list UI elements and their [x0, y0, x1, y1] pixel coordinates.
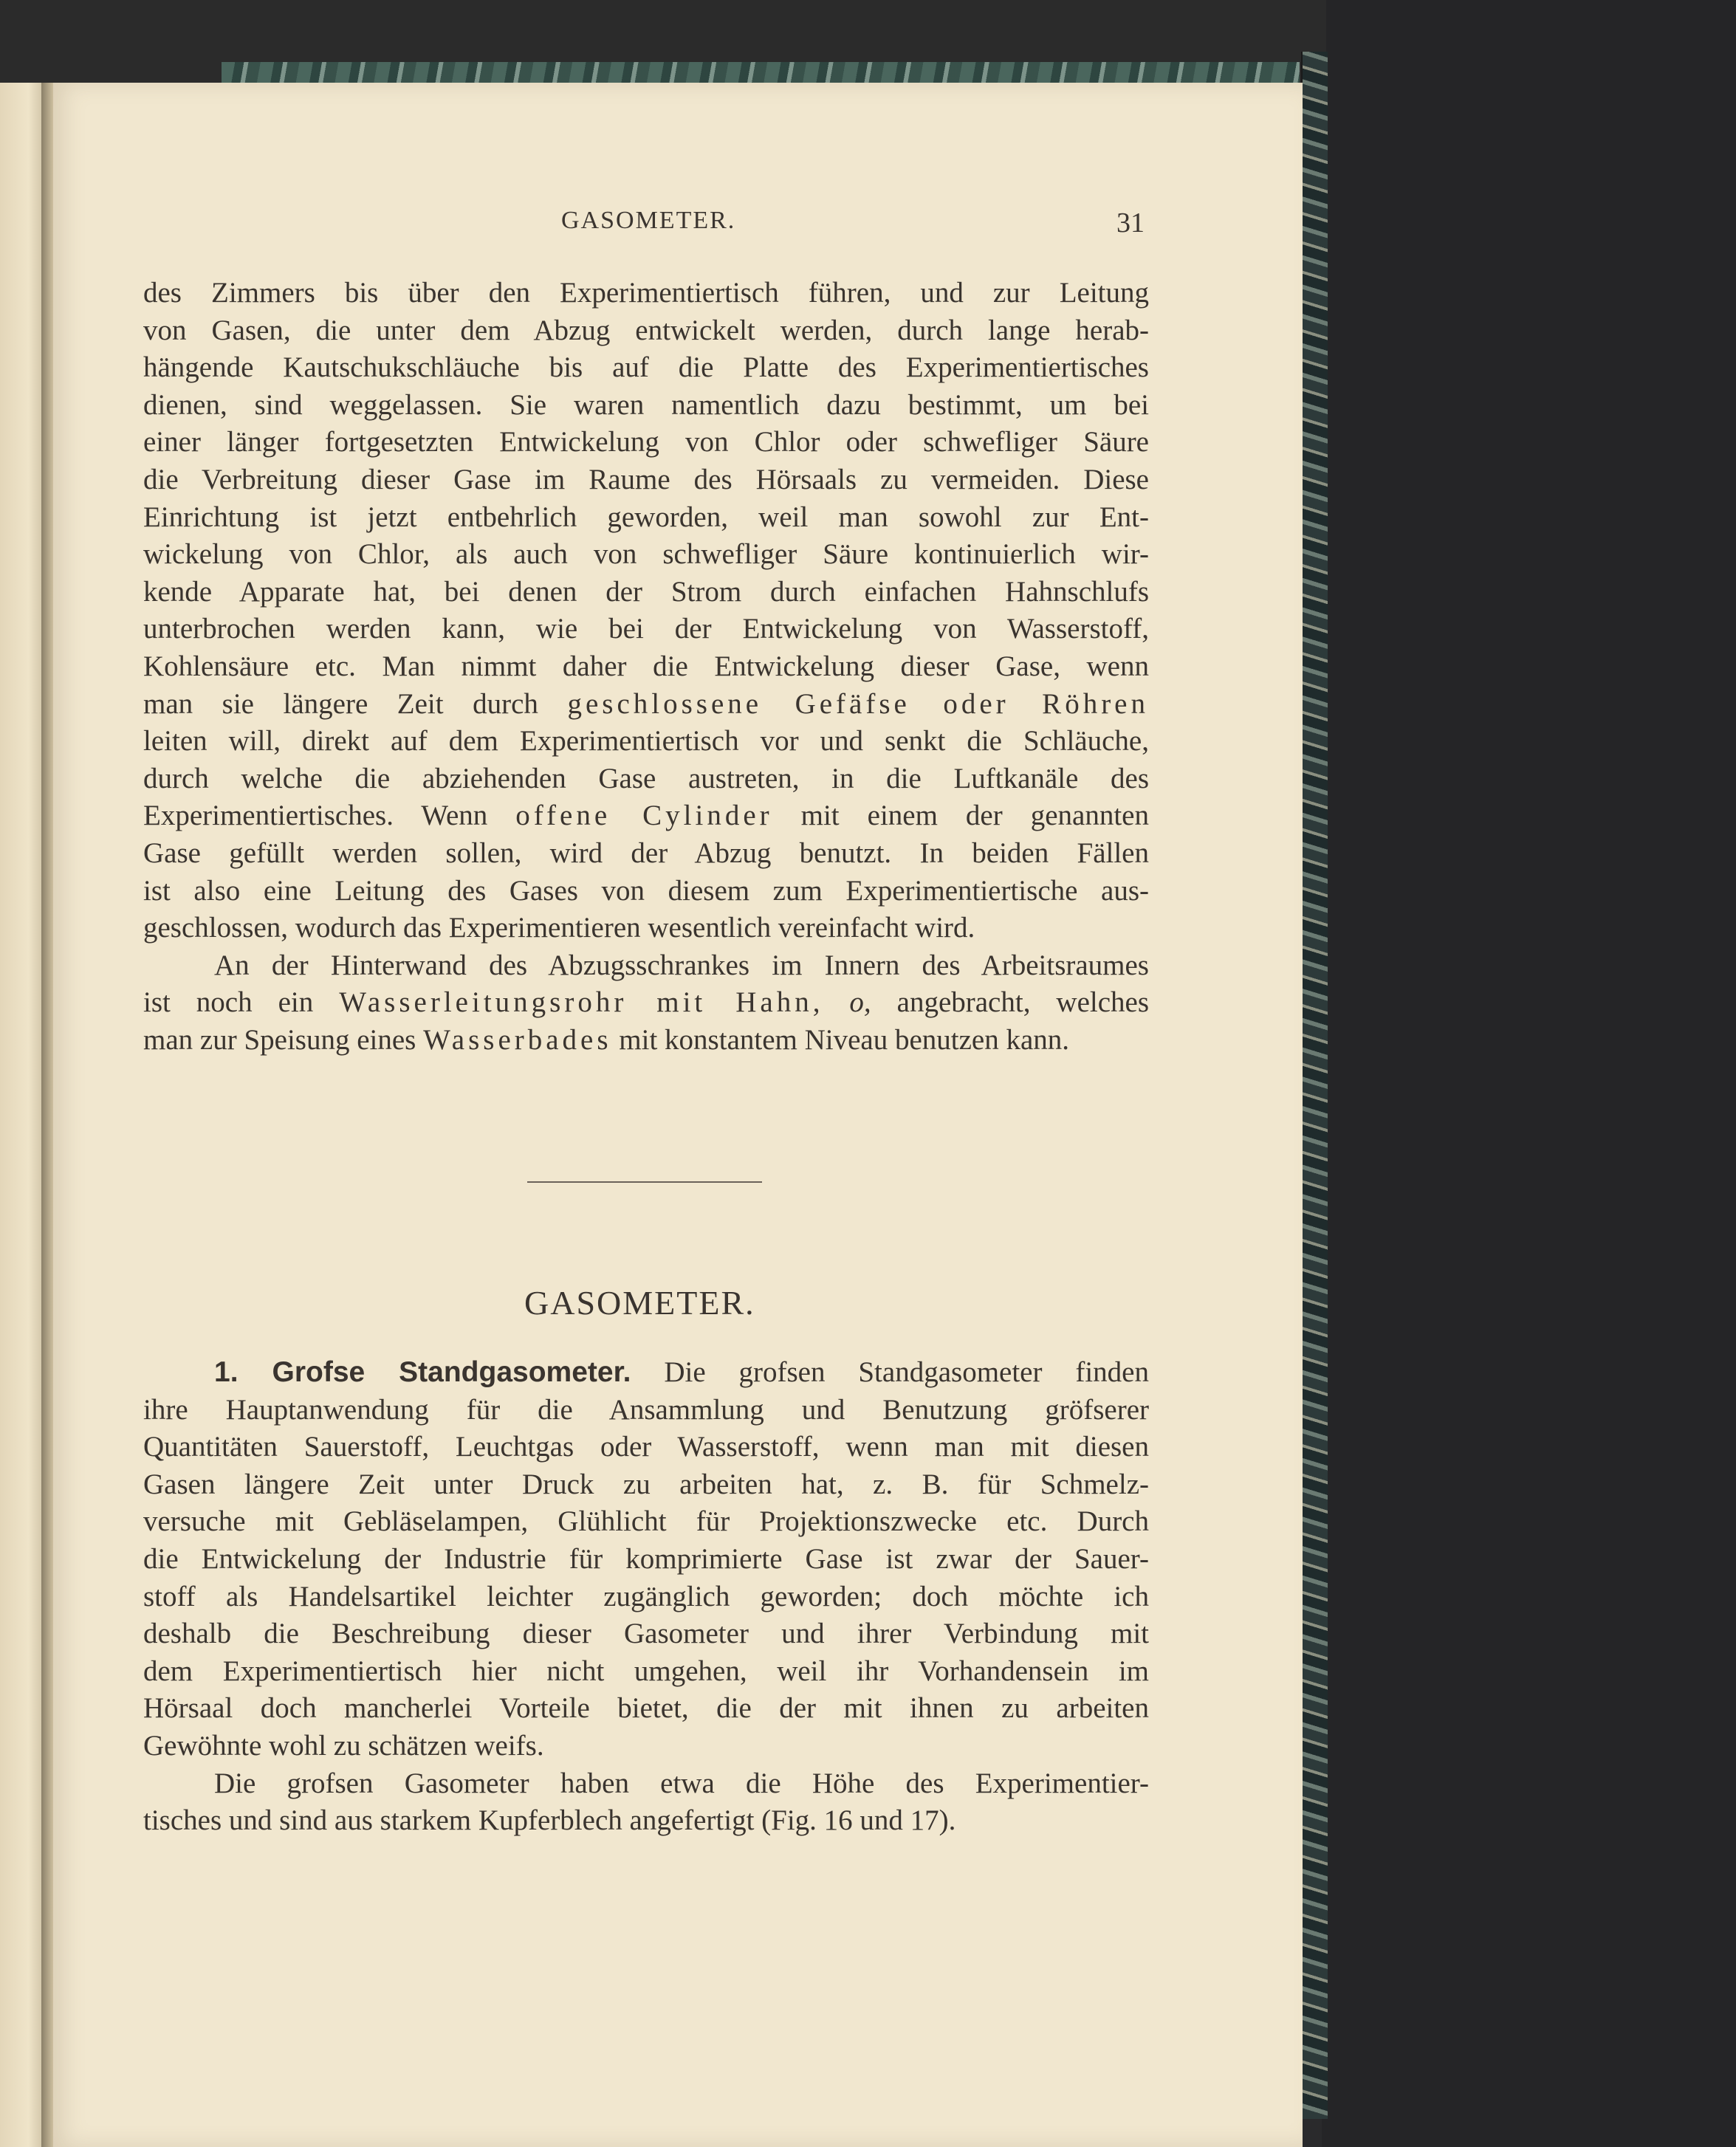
- text-span: angebracht, welches: [871, 986, 1150, 1019]
- text-line: einer länger fortgesetzten Entwickelung von Chlor oder schwefliger Säure: [143, 426, 1149, 458]
- italic-letter: o,: [823, 986, 871, 1019]
- page-number: 31: [1116, 207, 1145, 238]
- text-line: tisches und sind aus starkem Kupferblech angefertigt (Fig. 16 und 17).: [143, 1804, 956, 1837]
- text-span: ist noch ein: [143, 986, 340, 1019]
- text-line: Gase gefüllt werden sollen, wird der Abzug benutzt. In beiden Fällen: [143, 837, 1149, 869]
- text-line: wickelung von Chlor, als auch von schwefliger Säure kontinuierlich wir-: [143, 538, 1149, 571]
- background-right: [1322, 0, 1736, 2147]
- text-span: Experimentiertisches. Wenn: [143, 800, 516, 832]
- text-span: mit konstantem Niveau benutzen kann.: [611, 1023, 1070, 1056]
- running-head-title: GASOMETER.: [561, 207, 736, 234]
- running-head: [0, 207, 1736, 236]
- text-line: stoff als Handelsartikel leichter zugänglich geworden; doch möchte ich: [143, 1580, 1149, 1612]
- marbled-page-edge: [1301, 52, 1328, 2119]
- text-line: [143, 797, 1149, 835]
- text-line: des Zimmers bis über den Experimentiertisch führen, und zur Leitung: [143, 277, 1149, 309]
- text-line: dem Experimentiertisch hier nicht umgehen, weil ihr Vorhandensein im: [143, 1655, 1149, 1687]
- section-title: GASOMETER.: [524, 1284, 755, 1322]
- text-line: unterbrochen werden kann, wie bei der Entwickelung von Wasserstoff,: [143, 613, 1149, 645]
- spaced-emphasis: offene Cylinder: [515, 800, 773, 832]
- text-span: Die grofsen Standgasometer finden: [631, 1356, 1149, 1388]
- text-line: geschlossen, wodurch das Experimentieren wesentlich vereinfacht wird.: [143, 912, 975, 944]
- text-line: durch welche die abziehenden Gase austreten, in die Luftkanäle des: [143, 762, 1149, 794]
- paragraph: [143, 1354, 1149, 1765]
- section-divider: [527, 1181, 762, 1183]
- text-span: man zur Speisung eines: [143, 1023, 424, 1056]
- text-line: kende Apparate hat, bei denen der Strom durch einfachen Hahnschlufs: [143, 575, 1149, 608]
- text-line: dienen, sind weggelassen. Sie waren namentlich dazu bestimmt, um bei: [143, 388, 1149, 421]
- spaced-emphasis: Wasserbades: [423, 1023, 612, 1056]
- text-line: Gewöhnte wohl zu schätzen weifs.: [143, 1729, 544, 1762]
- paragraph-continued: [143, 275, 1149, 947]
- text-line: von Gasen, die unter dem Abzug entwickelt werden, durch lange herab-: [143, 314, 1149, 346]
- spaced-emphasis: Wasserleitungsrohr mit Hahn,: [339, 986, 824, 1019]
- text-line: hängende Kautschukschläuche bis auf die Platte des Experimentiertisches: [143, 351, 1149, 384]
- text-line: leiten will, direkt auf dem Experimentiertisch vor und senkt die Schläuche,: [143, 725, 1149, 758]
- text-line: die Verbreitung dieser Gase im Raume des Hörsaals zu vermeiden. Diese: [143, 463, 1149, 495]
- text-line: Kohlensäure etc. Man nimmt daher die Entwickelung dieser Gase, wenn: [143, 650, 1149, 682]
- text-line: [143, 984, 1149, 1022]
- text-line: die Entwickelung der Industrie für komprimierte Gase ist zwar der Sauer-: [143, 1542, 1149, 1575]
- text-line: An der Hinterwand des Abzugsschrankes im Innern des Arbeitsraumes: [214, 949, 1149, 981]
- text-line: [143, 1022, 1149, 1059]
- text-span: man sie längere Zeit durch: [143, 687, 568, 720]
- left-page-sliver: [0, 83, 47, 2147]
- text-line: Die grofsen Gasometer haben etwa die Höhe des Experimentier-: [214, 1767, 1149, 1799]
- body-text-top: [143, 275, 1149, 1059]
- spaced-emphasis: geschlossene Gefäfse oder Röhren: [567, 687, 1149, 720]
- text-line: deshalb die Beschreibung dieser Gasometer und ihrer Verbindung mit: [143, 1618, 1149, 1650]
- text-line: ist also eine Leitung des Gases von diesem zum Experimentiertische aus-: [143, 874, 1149, 907]
- body-text-bottom: [143, 1354, 1149, 1840]
- text-line: ihre Hauptanwendung für die Ansammlung und Benutzung gröfserer: [143, 1393, 1149, 1426]
- text-line: Einrichtung ist jetzt entbehrlich geworden, weil man sowohl zur Ent-: [143, 501, 1149, 533]
- text-line: Hörsaal doch mancherlei Vorteile bietet, die der mit ihnen zu arbeiten: [143, 1692, 1149, 1725]
- text-line: Gasen längere Zeit unter Druck zu arbeiten hat, z. B. für Schmelz-: [143, 1468, 1149, 1500]
- page-gutter: [41, 83, 53, 2147]
- marbled-top-edge: [222, 62, 1300, 84]
- paragraph: [143, 1765, 1149, 1840]
- text-line: Quantitäten Sauerstoff, Leuchtgas oder Wasserstoff, wenn man mit diesen: [143, 1431, 1149, 1463]
- paragraph: [143, 947, 1149, 1059]
- text-line: [143, 686, 1149, 724]
- text-span: mit einem der genannten: [772, 800, 1149, 832]
- subsection-title: 1. Grofse Standgasometer.: [214, 1356, 631, 1388]
- text-line: versuche mit Gebläselampen, Glühlicht für Projektionszwecke etc. Durch: [143, 1505, 1149, 1538]
- text-line: [143, 1354, 1149, 1392]
